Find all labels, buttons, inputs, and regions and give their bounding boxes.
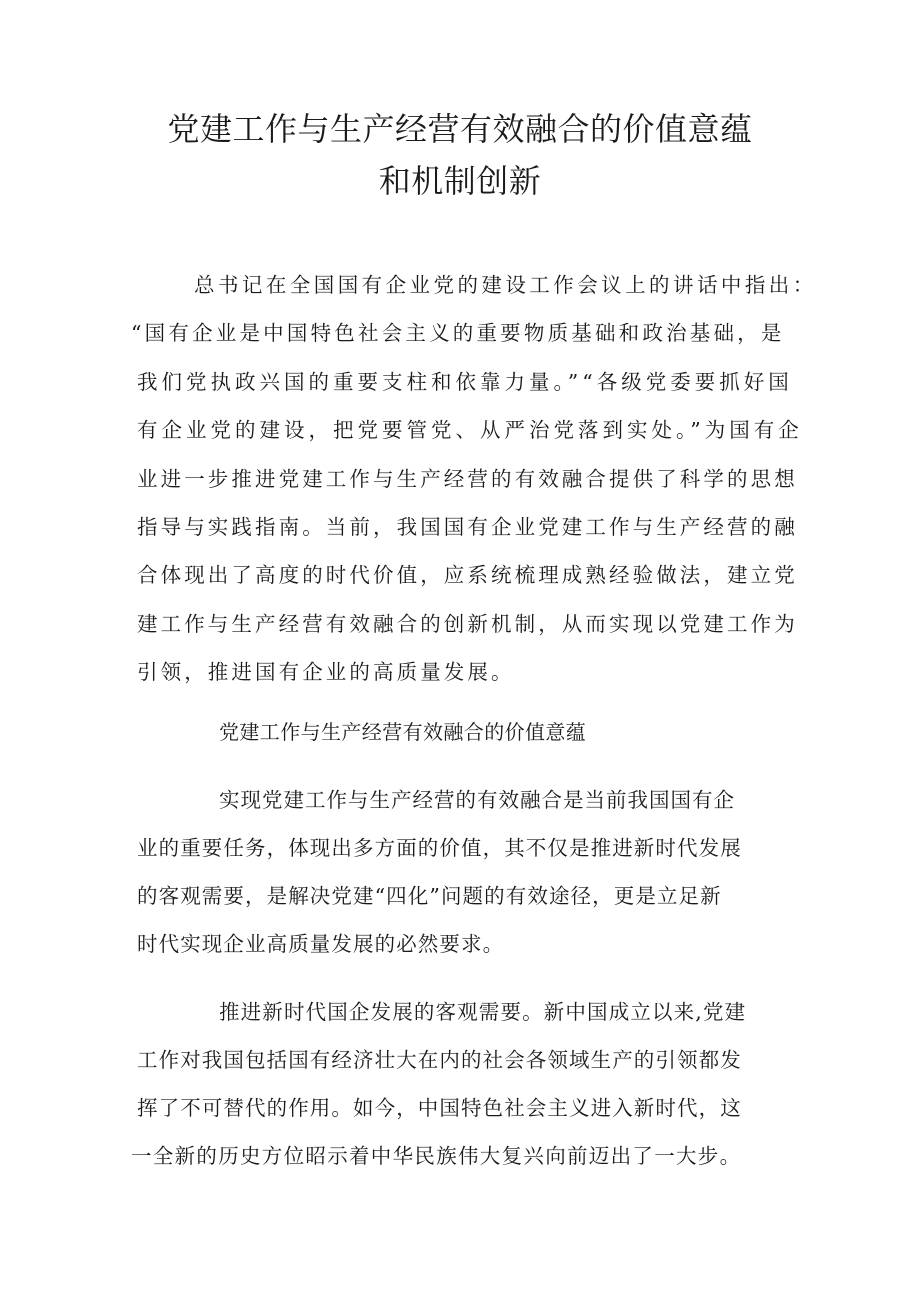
paragraph-1-line-6: 指导与实践指南。当前，我国国有企业党建工作与生产经营的融	[137, 515, 798, 539]
paragraph-3-line-3: 挥了不可替代的作用。如今，中国特色社会主义进入新时代，这	[137, 1096, 742, 1120]
paragraph-1-line-1: 总书记在全国国有企业党的建设工作会议上的讲话中指出：	[194, 273, 817, 297]
section-heading: 党建工作与生产经营有效融合的价值意蕴	[219, 720, 587, 744]
paragraph-2-line-2: 业的重要任务，体现出多方面的价值，其不仅是推进新时代发展	[137, 836, 742, 860]
paragraph-1-line-4: 有企业党的建设，把党要管党、从严治党落到实处。”为国有企	[137, 418, 803, 442]
paragraph-1-line-2: “国有企业是中国特色社会主义的重要物质基础和政治基础，是	[131, 321, 785, 345]
document-title-line-2: 和机制创新	[378, 162, 542, 200]
paragraph-2-line-4: 时代实现企业高质量发展的必然要求。	[137, 932, 505, 956]
paragraph-3-line-1: 推进新时代国企发展的客观需要。新中国成立以来,党建	[219, 1000, 747, 1024]
paragraph-3-line-2: 工作对我国包括国有经济壮大在内的社会各领域生产的引领都发	[137, 1048, 742, 1072]
document-title-line-1: 党建工作与生产经营有效融合的价值意蕴	[167, 110, 753, 148]
paragraph-1-line-8: 建工作与生产经营有效融合的创新机制，从而实现以党建工作为	[137, 612, 798, 636]
paragraph-1-line-3: 我们党执政兴国的重要支柱和依靠力量。”“各级党委要抓好国	[137, 370, 793, 394]
paragraph-2-line-1: 实现党建工作与生产经营的有效融合是当前我国国有企	[219, 788, 735, 812]
paragraph-2-line-3: 的客观需要，是解决党建“四化”问题的有效途径，更是立足新	[137, 884, 722, 908]
paragraph-3-line-4: 一全新的历史方位昭示着中华民族伟大复兴向前迈出了一大步。	[131, 1144, 742, 1168]
paragraph-1-line-7: 合体现出了高度的时代价值，应系统梳理成熟经验做法，建立党	[137, 563, 798, 587]
paragraph-1-line-5: 业进一步推进党建工作与生产经营的有效融合提供了科学的思想	[137, 467, 798, 491]
paragraph-1-line-9: 引领，推进国有企业的高质量发展。	[137, 660, 515, 684]
